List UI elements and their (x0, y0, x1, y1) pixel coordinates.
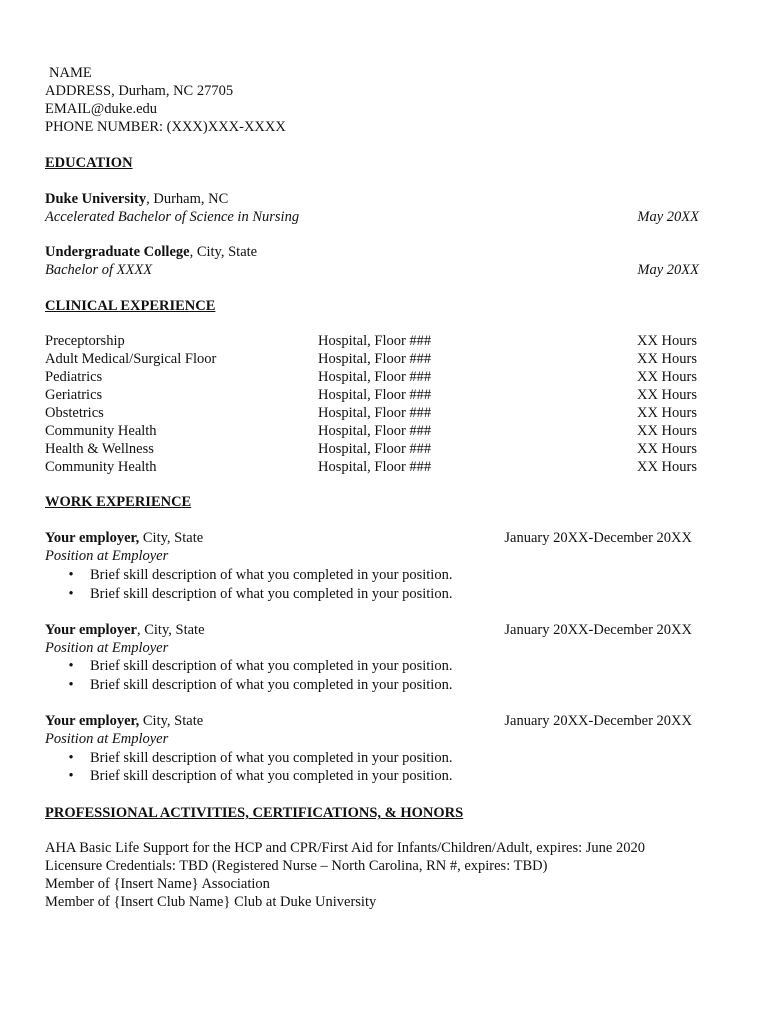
graduation-date: May 20XX (637, 209, 699, 225)
bullet-marker: • (68, 586, 74, 602)
employer-line (45, 712, 203, 730)
skill-description: Brief skill description of what you completed in your position. (90, 750, 453, 766)
list-item (66, 585, 452, 603)
bullet-marker: • (68, 750, 74, 766)
clinical-hours: XX Hours (636, 441, 697, 457)
employment-dates: January 20XX-December 20XX (504, 713, 692, 729)
clinical-hours: XX Hours (636, 333, 697, 349)
clinical-hours: XX Hours (636, 351, 697, 367)
address-line: ADDRESS, Durham, NC 27705 (45, 83, 234, 99)
bullet-marker: • (68, 658, 74, 674)
skill-description: Brief skill description of what you completed in your position. (90, 768, 453, 784)
activity-line: AHA Basic Life Support for the HCP and CPR/First Aid for Infants/Children/Adult, expires: June 2020 (45, 840, 645, 856)
clinical-rotation: Community Health (45, 459, 157, 475)
degree-name: Accelerated Bachelor of Science in Nursing (45, 209, 300, 225)
employment-dates: January 20XX-December 20XX (504, 622, 692, 638)
list-item (66, 767, 452, 785)
skill-description: Brief skill description of what you completed in your position. (90, 677, 453, 693)
employer-line (45, 529, 203, 547)
clinical-site: Hospital, Floor ### (318, 369, 432, 385)
clinical-rotation: Health & Wellness (45, 441, 154, 457)
clinical-hours: XX Hours (636, 423, 697, 439)
work-heading: WORK EXPERIENCE (45, 494, 192, 510)
email-line: EMAIL@duke.edu (45, 101, 158, 117)
employer-name: Your employer, (45, 713, 140, 729)
employer-location: City, State (139, 713, 204, 729)
graduation-date: May 20XX (637, 262, 699, 278)
employer-name: Your employer, (45, 530, 140, 546)
clinical-hours: XX Hours (636, 369, 697, 385)
employer-name: Your employer (45, 622, 137, 638)
employer-location: , City, State (136, 622, 205, 638)
activity-line: Member of {Insert Name} Association (45, 876, 270, 892)
school-name: Undergraduate College (45, 244, 190, 260)
bullet-marker: • (68, 768, 74, 784)
phone-line: PHONE NUMBER: (XXX)XXX-XXXX (45, 119, 286, 135)
clinical-rotation: Preceptorship (45, 333, 125, 349)
clinical-site: Hospital, Floor ### (318, 387, 432, 403)
position-title: Position at Employer (45, 640, 169, 656)
list-item (66, 657, 452, 675)
applicant-name: NAME (49, 65, 92, 81)
skill-description: Brief skill description of what you completed in your position. (90, 586, 453, 602)
school-name: Duke University (45, 191, 147, 207)
clinical-rotation: Community Health (45, 423, 157, 439)
position-title: Position at Employer (45, 548, 169, 564)
clinical-rotation: Obstetrics (45, 405, 104, 421)
clinical-hours: XX Hours (636, 459, 697, 475)
clinical-rotation: Geriatrics (45, 387, 103, 403)
clinical-heading: CLINICAL EXPERIENCE (45, 298, 216, 314)
school-location: , City, State (189, 244, 258, 260)
skill-description: Brief skill description of what you completed in your position. (90, 567, 453, 583)
activities-heading: PROFESSIONAL ACTIVITIES, CERTIFICATIONS, & HONORS (45, 805, 464, 821)
clinical-rotation: Pediatrics (45, 369, 103, 385)
bullet-marker: • (68, 677, 74, 693)
bullet-marker: • (68, 567, 74, 583)
education-entry-school (45, 243, 257, 261)
skill-description: Brief skill description of what you completed in your position. (90, 658, 453, 674)
clinical-site: Hospital, Floor ### (318, 351, 432, 367)
employer-line (45, 621, 205, 639)
clinical-site: Hospital, Floor ### (318, 459, 432, 475)
employer-location: City, State (139, 530, 204, 546)
clinical-site: Hospital, Floor ### (318, 441, 432, 457)
clinical-site: Hospital, Floor ### (318, 405, 432, 421)
school-location: , Durham, NC (146, 191, 229, 207)
clinical-rotation: Adult Medical/Surgical Floor (45, 351, 217, 367)
clinical-hours: XX Hours (636, 405, 697, 421)
clinical-hours: XX Hours (636, 387, 697, 403)
position-title: Position at Employer (45, 731, 169, 747)
list-item (66, 749, 452, 767)
list-item (66, 566, 452, 584)
list-item (66, 676, 452, 694)
education-heading: EDUCATION (45, 155, 133, 171)
activity-line: Licensure Credentials: TBD (Registered Nurse – North Carolina, RN #, expires: TBD) (45, 858, 548, 874)
degree-name: Bachelor of XXXX (45, 262, 153, 278)
clinical-site: Hospital, Floor ### (318, 423, 432, 439)
activity-line: Member of {Insert Club Name} Club at Duke University (45, 894, 377, 910)
education-entry-school (45, 190, 228, 208)
clinical-site: Hospital, Floor ### (318, 333, 432, 349)
employment-dates: January 20XX-December 20XX (504, 530, 692, 546)
